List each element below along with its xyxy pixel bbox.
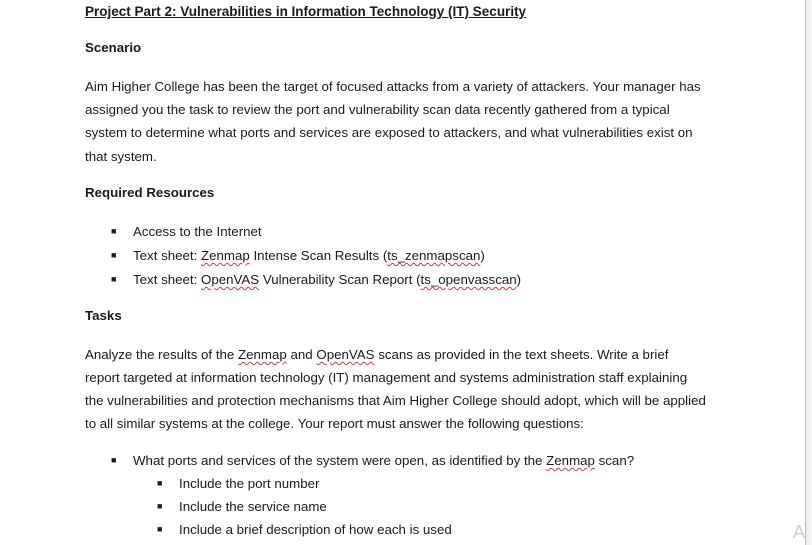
subitem-label: Include the service name	[179, 499, 327, 514]
document-title: Project Part 2: Vulnerabilities in Information Technology (IT) Security	[85, 4, 527, 19]
text-run: Text sheet:	[133, 272, 201, 287]
resource-item-zenmap	[111, 248, 485, 263]
scenario-line-1: Aim Higher College has been the target of focused attacks from a variety of attackers. Your manager has	[85, 79, 701, 94]
bullet-icon: ■	[111, 274, 117, 284]
bullet-icon: ■	[157, 524, 163, 534]
spellcheck-word: ts_zenmapscan	[387, 248, 481, 263]
tasks-line-4: to all similar systems at the college. Your report must answer the following questions:	[85, 416, 584, 431]
resource-item-openvas	[111, 272, 521, 287]
tasks-line-2: report targeted at information technology (IT) management and systems administration staff explaining	[85, 370, 688, 385]
bullet-icon: ■	[157, 478, 163, 488]
subitem-label: Include the port number	[179, 476, 320, 491]
text-run: Text sheet:	[133, 248, 201, 263]
text-run: scans as provided in the text sheets. Write a brief	[374, 347, 669, 362]
scenario-line-4: that system.	[85, 149, 157, 164]
text-run: What ports and services of the system were open, as identified by the	[133, 453, 547, 468]
subitem-label: Include a brief description of how each is used	[179, 522, 452, 537]
text-run: and	[286, 347, 317, 362]
scenario-line-3: system to determine what ports and services are exposed to attackers, and what vulnerabilities exist on	[85, 125, 693, 140]
spellcheck-word: Zenmap	[238, 347, 287, 362]
resource-item-internet	[111, 224, 262, 239]
text-run: scan?	[594, 453, 635, 468]
scenario-heading: Scenario	[85, 40, 142, 55]
tasks-heading: Tasks	[85, 308, 122, 323]
scenario-line-2: assigned you the task to review the port and vulnerability scan data recently gathered from a typical	[85, 102, 670, 117]
resources-heading: Required Resources	[85, 185, 215, 200]
subitem-port-number	[157, 476, 319, 491]
page-edge	[805, 0, 812, 545]
bullet-icon: ■	[111, 226, 117, 236]
bullet-icon: ■	[157, 501, 163, 511]
subitem-description	[157, 522, 452, 537]
spellcheck-word: ts_openvasscan	[420, 272, 517, 287]
text-run: Intense Scan Results (	[249, 248, 388, 263]
spellcheck-word: OpenVAS	[201, 272, 260, 287]
spellcheck-word: Zenmap	[201, 248, 250, 263]
task-question-1	[111, 453, 634, 468]
tasks-line-3: the vulnerabilities and protection mechanisms that Aim Higher College should adopt, which will be applied	[85, 393, 706, 408]
text-run: Analyze the results of the	[85, 347, 238, 362]
spellcheck-word: Zenmap	[546, 453, 595, 468]
resource-item-label: Access to the Internet	[133, 224, 262, 239]
text-run: )	[480, 248, 485, 263]
text-run: )	[516, 272, 522, 287]
tasks-line-1	[85, 347, 668, 362]
bullet-icon: ■	[111, 250, 117, 260]
text-run: Vulnerability Scan Report (	[259, 272, 421, 287]
spellcheck-word: OpenVAS	[316, 347, 375, 362]
corner-glyph: A	[793, 522, 806, 542]
bullet-icon: ■	[111, 455, 117, 465]
subitem-service-name	[157, 499, 327, 514]
